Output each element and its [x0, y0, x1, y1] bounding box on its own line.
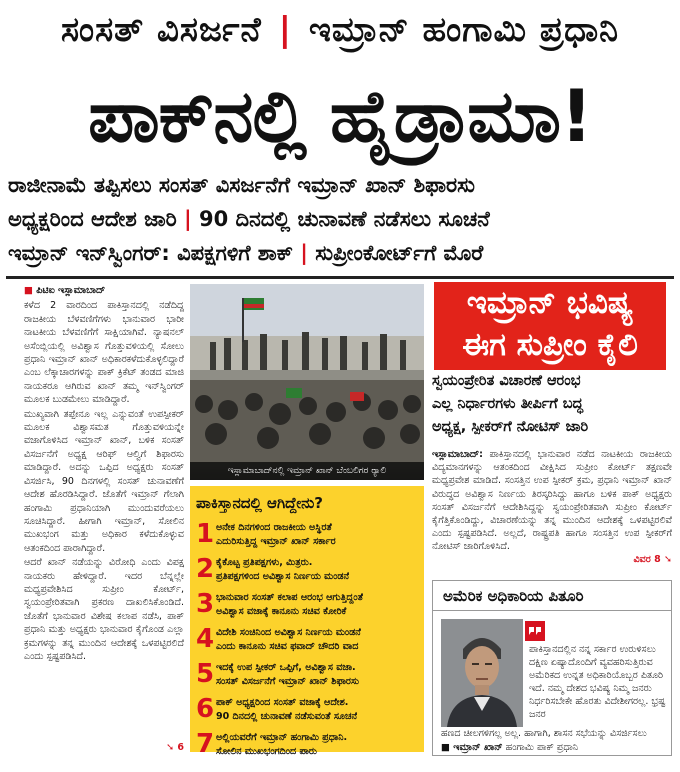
- article-source: ■ ಪಿಟಿಐ ಇಸ್ಲಾಮಾಬಾದ್: [24, 285, 106, 296]
- right-subhead: ಎಲ್ಲ ನಿರ್ಧಾರಗಳು ತೀರ್ಪಿಗೆ ಬದ್ಧ: [432, 396, 584, 412]
- continued-marker[interactable]: ➘ 6: [162, 741, 184, 754]
- kicker-separator: |: [278, 10, 292, 50]
- timeline-item: [196, 728, 418, 762]
- subhead-2: [8, 202, 672, 236]
- article-paragraph: ಆದರೆ ಖಾನ್ ನಡೆಯನ್ನು ವಿರೋಧಿ ಎಂದು ವಿಪಕ್ಷ ನಾಯಕರು ಹೇಳಿದ್ದಾರೆ. ಇದರ ಬೆನ್ನಲ್ಲೇ ಮಧ್ಯಪ್ರವೇಶಿಸಿದ ಸುಪ್ರೀಂ ಕೋರ್ಟ್, ಸ್ವಯಂಪ್ರೇರಿತವಾಗಿ ಪ್ರಕರಣ ದಾಖಲಿಸಿಕೊಂಡಿದೆ. ಜೊತೆಗೆ ಭಾನುವಾರ ವಿಶೇಷ ಕಲಾಪ ನಡೆಸಿ, ಪಾಕ್ ಪ್ರಧಾನಿ ಮತ್ತು ಅಧ್ಯಕ್ಷರು ಭಾನುವಾರ ಕೈಗೊಂಡ ಎಲ್ಲಾ ಕ್ರಮಗಳನ್ನು ತನ್ನ ಮುಂದಿನ ಆದೇಶಕ್ಕೆ ಒಳಪಟ್ಟಿರಲಿದೆ ಎಂದು ಸ್ಪಷ್ಟಪಡಿಸಿದೆ.: [24, 557, 184, 662]
- timeline-number: 4: [196, 624, 215, 654]
- rally-photo: [190, 284, 424, 480]
- subhead-separator: |: [300, 241, 316, 265]
- continued-marker[interactable]: ವಿವರ 8 ➘: [630, 553, 672, 566]
- subheads: [8, 168, 672, 270]
- divider-rule: [6, 276, 674, 279]
- quote-text-end: ಹಣದ ಚೀಲಗಳಿಗಲ್ಲ ಅಲ್ಲ. ಹಾಗಾಗಿ, ಶಾಸನ ಸಭೆಯನ್ನು ವಿಸರ್ಜಿಸಲು: [441, 728, 647, 739]
- timeline-item: [196, 518, 418, 552]
- portrait-image: [441, 619, 523, 727]
- quote-icon: [525, 621, 545, 641]
- quote-signature: [441, 741, 578, 755]
- subhead-2a: ಅಧ್ಯಕ್ಷರಿಂದ ಆದೇಶ ಜಾರಿ: [8, 207, 177, 231]
- right-subheads: [432, 370, 672, 439]
- timeline-text: ಪಾಕ್ ಅಧ್ಯಕ್ಷರಿಂದ ಸಂಸತ್ ವಜಾಕ್ಕೆ ಆದೇಶ.: [216, 697, 349, 708]
- timeline-text: 90 ದಿನದಲ್ಲಿ ಚುನಾವಣೆ ನಡೆಸುವಂತೆ ಸೂಚನೆ: [216, 711, 358, 722]
- timeline-item: [196, 623, 418, 657]
- timeline-text: ಸಂಸತ್ ವಿಸರ್ಜನೆಗೆ ಇಮ್ರಾನ್ ಖಾನ್ ಶಿಫಾರಸು: [216, 676, 360, 687]
- timeline-text: ಎಂದು ಕಾನೂನು ಸಚಿವ ಫವಾದ್ ಚೌದರಿ ವಾದ: [216, 641, 359, 652]
- box-title: ಅಮೆರಿಕ ಅಧಿಕಾರಿಯ ಪಿತೂರಿ: [433, 581, 671, 611]
- timeline-text: ಪ್ರತಿಪಕ್ಷಗಳಿಂದ ಅವಿಶ್ವಾಸ ನಿರ್ಣಯ ಮಂಡನೆ: [216, 571, 350, 582]
- article-paragraph: ಕಳೆದ 2 ವಾರದಿಂದ ಪಾಕಿಸ್ತಾನದಲ್ಲಿ ನಡೆದಿದ್ದ ರಾಜಕೀಯ ಬೆಳವಣಿಗೆಗಳು ಭಾನುವಾರ ಭಾರೀ ನಾಟಕೀಯ ಬೆಳವಣಿಗೆಗೆ ಸಾಕ್ಷಿಯಾಗಿವೆ. ನ್ಯಾಷನಲ್ ಅಸೆಂಬ್ಲಿಯಲ್ಲಿ ಅವಿಶ್ವಾಸ ಗೊತ್ತುವಳಿಯಲ್ಲಿ ಸೋಲು ಪ್ರಧಾನಿ ಇಮ್ರಾನ್ ಖಾನ್ ಅಧಿಕಾರಕಳೆದುಕೊಳ್ಳಲಿದ್ದಾರೆ ಎಂಬ ಲೆಕ್ಕಾಚಾರಗಳನ್ನು ಪಾಕ್ ಕ್ರಿಕೆಟ್ ತಂಡದ ಮಾಜಿ ನಾಯಕರೂ ಆಗಿರುವ ಖಾನ್ ತಮ್ಮ ಇನ್‌ಸ್ವಿಂಗರ್ ಮೂಲಕ ಬುಡಮೇಲು ಮಾಡಿದ್ದಾರೆ.: [24, 300, 184, 406]
- red-headline-line2: ಈಗ ಸುಪ್ರೀಂ ಕೈಲಿ: [462, 327, 638, 363]
- timeline-text: ಕೈಕೊಟ್ಟ ಪ್ರತಿಪಕ್ಷಗಳು, ಮಿತ್ರರು.: [216, 557, 313, 568]
- left-article: [24, 284, 184, 754]
- subhead-3b: ಸುಪ್ರೀಂಕೋರ್ಟ್‌ಗೆ ಮೊರೆ: [315, 241, 484, 265]
- timeline-text: ಸೋಲಿನ ಮುಖಭಂಗದಿಂದ ಪಾರು: [216, 746, 317, 757]
- subhead-3a: ಇಮ್ರಾನ್ ಇನ್‌ಸ್ವಿಂಗರ್: ವಿಪಕ್ಷಗಳಿಗೆ ಶಾಕ್: [8, 241, 293, 265]
- timeline-title: ಪಾಕಿಸ್ತಾನದಲ್ಲಿ ಆಗಿದ್ದೇನು?: [196, 494, 323, 512]
- signature-role: ಹಂಗಾಮಿ ಪಾಕ್ ಪ್ರಧಾನಿ: [505, 742, 579, 753]
- article-source: ಇಸ್ಲಾಮಾಬಾದ್:: [432, 449, 483, 460]
- subhead-3: [8, 236, 672, 270]
- subhead-2b: 90 ದಿನದಲ್ಲಿ ಚುನಾವಣೆ ನಡೆಸಲು ಸೂಚನೆ: [199, 207, 490, 231]
- quote-text: ಪಾಕಿಸ್ತಾನದಲ್ಲಿನ ನನ್ನ ಸರ್ಕಾರ ಉರುಳಿಸಲು ದಕ್ಷಿಣ ಏಷ್ಯಾದೊಂದಿಗೆ ವ್ಯವಹರಿಸುತ್ತಿರುವ ಅಮೆರಿಕದ ಉನ್ನತ ಅಧಿಕಾರಿಯೊಬ್ಬರ ಪಿತೂರಿ ಇದೆ. ನಮ್ಮ ದೇಶದ ಭವಿಷ್ಯ ನಿಮ್ಮ ಜನರು ನಿರ್ಧರಿಸಬೇಕೇ ಹೊರತು ವಿದೇಶೀಗರಲ್ಲ. ಭ್ರಷ್ಟ ಜನರ: [529, 644, 666, 720]
- signature-name: ■ ಇಮ್ರಾನ್ ಖಾನ್: [441, 742, 503, 753]
- timeline-item: [196, 588, 418, 622]
- timeline-number: 3: [196, 589, 215, 619]
- subhead-separator: |: [184, 207, 199, 231]
- kicker-left: ಸಂಸತ್ ವಿಸರ್ಜನೆ: [60, 10, 262, 50]
- timeline-text: ವಿದೇಶಿ ಸಂಚಿನಿಂದ ಅವಿಶ್ವಾಸ ನಿರ್ಣಯ ಮಂಡನೆ: [216, 627, 361, 638]
- article-paragraph: ಮುಖ್ಯವಾಗಿ ತಪ್ಪೇನೂ ಇಲ್ಲ ಎನ್ನುವಂತೆ ಉಪಸ್ಪೀಕರ್ ಮೂಲಕ ವಿಶ್ವಾಸಮತ ಗೊತ್ತುವಳಿಯನ್ನೇ ವಜಾಗೊಳಿಸಿದ ಇಮ್ರಾನ್ ಖಾನ್, ಬಳಿಕ ಸಂಸತ್ ವಿಸರ್ಜನೆಗೆ ಅಧ್ಯಕ್ಷ ಆರಿಫ್ ಆಲ್ವಿಗೆ ಶಿಫಾರಸು ಮಾಡಿದ್ದಾರೆ. ಅದನ್ನು ಒಪ್ಪಿದ ಅಧ್ಯಕ್ಷರು ಸಂಸತ್ ವಿಸರ್ಜಿಸಿ, 90 ದಿನಗಳಲ್ಲಿ ಸಂಸತ್ ಚುನಾವಣೆಗೆ ಆದೇಶ ಹೊರಡಿಸಿದ್ದಾರೆ. ಜೊತೆಗೆ ಇಮ್ರಾನ್ ಗೆಲಾಗಿ ಹಂಗಾಮಿ ಪ್ರಧಾನಿಯಾಗಿ ಮುಂದುವರೆಯಲು ಸೂಚಿಸಿದ್ದಾರೆ. ಹೀಗಾಗಿ ಇಮ್ರಾನ್, ಸೋಲಿನ ಮುಖಭಂಗ ಮತ್ತು ಅಧಿಕಾರ ಕಳೆದುಕೊಳ್ಳುವ ಆತಂಕದಿಂದ ಪಾರಾಗಿದ್ದಾರೆ.: [24, 408, 184, 554]
- timeline-text: ಅಲ್ಲಿಯವರೆಗೆ ಇಮ್ರಾನ್ ಹಂಗಾಮಿ ಪ್ರಧಾನಿ.: [216, 732, 348, 743]
- timeline-text: ಅನೇಕ ದಿನಗಳಿಂದ ರಾಜಕೀಯ ಅಸ್ಥಿರತೆ: [216, 522, 332, 533]
- article-text: ಪಾಕಿಸ್ತಾನದಲ್ಲಿ ಭಾನುವಾರ ನಡೆದ ನಾಟಕೀಯ ರಾಜಕೀಯ ವಿದ್ಯಮಾನಗಳನ್ನು ಆತಂಕದಿಂದ ವೀಕ್ಷಿಸಿದ ಸುಪ್ರೀಂ ಕೋರ್ಟ್ ತಕ್ಷಣವೇ ಮಧ್ಯಪ್ರವೇಶ ಮಾಡಿದೆ. ಸಂಸತ್ತಿನ ಉಪ ಸ್ಪೀಕರ್ ಕ್ರಮ, ಪ್ರಧಾನಿ ಇಮ್ರಾನ್ ಖಾನ್ ವಿರುದ್ಧದ ಅವಿಶ್ವಾಸ ನಿರ್ಣಯ ತಿರಸ್ಕರಿಸಿದ್ದು ಹಾಗೂ ಬಳಿಕ ಪಾಕ್ ಅಧ್ಯಕ್ಷರು ಸಂಸತ್ ವಿಸರ್ಜನೆಗೆ ಆದೇಶಿಸಿದ್ದನ್ನು ಸ್ವಯಂಪ್ರೇರಿತವಾಗಿ ಸುಪ್ರೀಂ ಕೋರ್ಟ್ ಕೈಗೆತ್ತಿಕೊಂಡಿದ್ದು, ವಿಚಾರಣೆಯನ್ನು ತನ್ನ ಮುಂದಿನ ಆದೇಶಕ್ಕೆ ಒಳಪಟ್ಟಿರಲಿವೆ ಎಂದು ಸ್ಪಷ್ಟಪಡಿಸಿದೆ. ಅಲ್ಲದೆ, ರಾಷ್ಟ್ರಪತಿ ಹಾಗೂ ಸಂಸತ್ತಿನ ಉಪ ಸ್ಪೀಕರ್‌ಗೆ ನೋಟಿಸ್ ಜಾರಿಗೊಳಿಸಿದೆ.: [432, 449, 672, 553]
- rally-photo-image: [190, 284, 424, 462]
- right-subhead: ಅಧ್ಯಕ್ಷ, ಸ್ಪೀಕರ್‌ಗೆ ನೋಟಿಸ್ ಜಾರಿ: [432, 419, 589, 435]
- timeline-text: ಭಾನುವಾರ ಸಂಸತ್ ಕಲಾಪ ಆರಂಭ ಆಗುತ್ತಿದ್ದಂತೆ: [216, 592, 364, 603]
- right-article: [432, 448, 672, 566]
- timeline-item: [196, 658, 418, 692]
- timeline-text: ಇದಕ್ಕೆ ಉಪ ಸ್ಪೀಕರ್ ಒಪ್ಪಿಗೆ, ಅವಿಶ್ವಾಸ ವಜಾ.: [216, 662, 356, 673]
- kicker-line: [0, 4, 680, 56]
- right-subhead: ಸ್ವಯಂಪ್ರೇರಿತ ವಿಚಾರಣೆ ಆರಂಭ: [432, 373, 581, 389]
- subhead-1: ರಾಜೀನಾಮೆ ತಪ್ಪಿಸಲು ಸಂಸತ್ ವಿಸರ್ಜನೆಗೆ ಇಮ್ರಾನ್ ಖಾನ್ ಶಿಫಾರಸು: [8, 173, 475, 197]
- main-headline: ಪಾಕ್‌ನಲ್ಲಿ ಹೈಡ್ರಾಮಾ!: [88, 74, 592, 158]
- timeline-number: 1: [196, 519, 215, 549]
- timeline-text: ಎದುರಿಸುತ್ತಿದ್ದ ಇಮ್ರಾನ್ ಖಾನ್ ಸರ್ಕಾರ: [216, 536, 336, 547]
- timeline-number: 7: [196, 729, 215, 759]
- america-conspiracy-box: [432, 580, 672, 756]
- imran-khan-portrait: [441, 619, 523, 727]
- timeline-text: ಅವಿಶ್ವಾಸ ವಜಾಕ್ಕೆ ಕಾನೂನು ಸಚಿವ ಕೋರಿಕೆ: [216, 606, 347, 617]
- timeline-number: 6: [196, 694, 215, 724]
- bullet-icon: ■: [24, 285, 37, 296]
- red-headline-line1: ಇಮ್ರಾನ್ ಭವಿಷ್ಯ: [466, 285, 634, 321]
- timeline-number: 2: [196, 554, 215, 584]
- timeline-item: [196, 693, 418, 727]
- photo-caption: ಇಸ್ಲಾಮಾಬಾದ್‌ನಲ್ಲಿ ಇಮ್ರಾನ್ ಖಾನ್ ಬೆಂಬಲಿಗರ ರ‍್ಯಾಲಿ: [190, 462, 424, 480]
- timeline-item: [196, 553, 418, 587]
- kicker-right: ಇಮ್ರಾನ್ ಹಂಗಾಮಿ ಪ್ರಧಾನಿ: [308, 10, 620, 50]
- timeline-box: [190, 486, 424, 759]
- red-headline-box: [434, 282, 666, 370]
- timeline-number: 5: [196, 659, 215, 689]
